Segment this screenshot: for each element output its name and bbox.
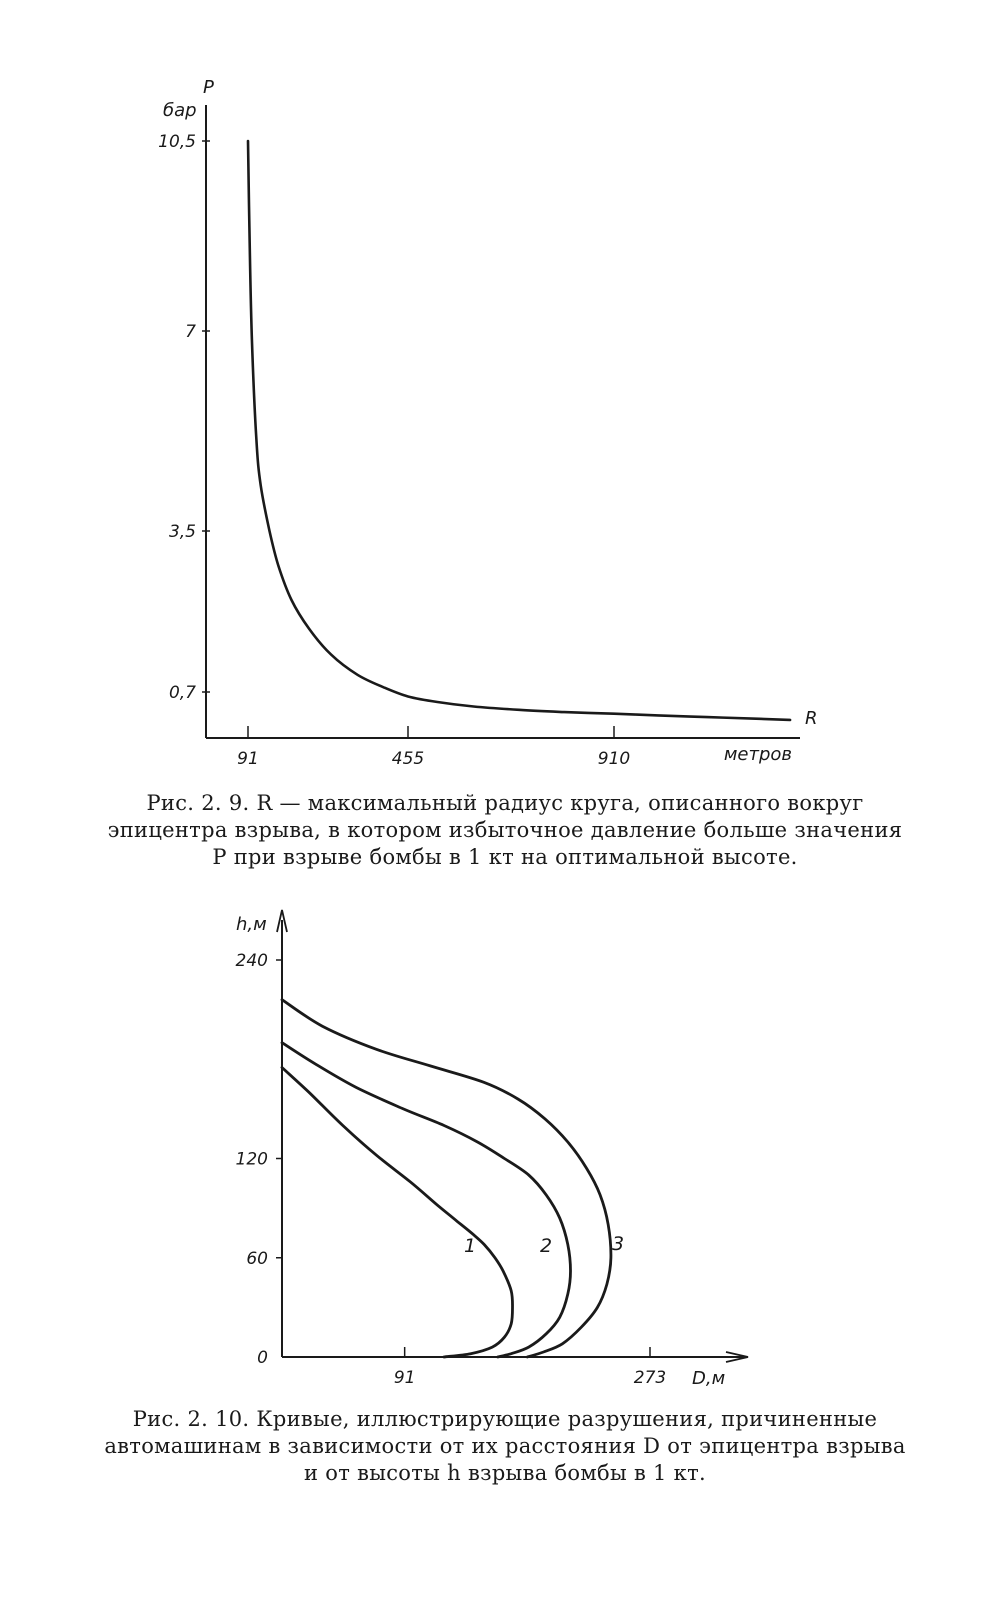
- x-tick-label: 273: [633, 1368, 667, 1388]
- y-tick-label: 10,5: [158, 132, 196, 152]
- series-label: 1: [464, 1235, 477, 1257]
- y-tick-label: 120: [235, 1149, 268, 1170]
- caption-line: эпицентра взрыва, в котором избыточное давление больше значения: [107, 818, 903, 842]
- y-tick-label: 0: [257, 1348, 268, 1368]
- x-axis-symbol: R: [805, 708, 818, 729]
- series-line-1: [282, 1068, 513, 1358]
- y-tick-label: 3,5: [168, 522, 196, 542]
- series-line-3: [282, 1000, 611, 1357]
- y-tick-label: 0,7: [168, 683, 196, 703]
- caption-line: и от высоты h взрыва бомбы в 1 кт.: [303, 1461, 706, 1485]
- x-axis-label: D,м: [692, 1368, 726, 1389]
- y-axis-label: h,м: [236, 914, 267, 935]
- x-tick-label: 91: [237, 749, 259, 769]
- series-label: 2: [540, 1235, 553, 1257]
- series-label: 3: [612, 1233, 625, 1255]
- y-axis-unit: бар: [163, 100, 197, 121]
- caption-line: P при взрыве бомбы в 1 кт на оптимальной высоте.: [212, 845, 798, 869]
- x-axis-unit: метров: [723, 744, 792, 765]
- caption-line: Рис. 2. 10. Кривые, иллюстрирующие разрушения, причиненные: [132, 1407, 878, 1431]
- y-axis-symbol: P: [203, 77, 214, 98]
- x-tick-label: 455: [391, 749, 425, 769]
- y-tick-label: 240: [235, 951, 268, 971]
- y-tick-label: 60: [246, 1248, 268, 1269]
- caption-line: Рис. 2. 9. R — максимальный радиус круга, описанного вокруг: [146, 791, 864, 815]
- chart-series: [282, 1000, 611, 1357]
- chart-tick-labels: [236, 914, 726, 1389]
- x-tick-label: 91: [393, 1368, 416, 1388]
- caption-line: автомашинам в зависимости от их расстояния D от эпицентра взрыва: [104, 1434, 906, 1458]
- figure-caption-2: [60, 1406, 950, 1487]
- x-tick-label: 910: [597, 749, 631, 769]
- y-tick-label: 7: [185, 322, 196, 342]
- series-line-2: [282, 1043, 571, 1357]
